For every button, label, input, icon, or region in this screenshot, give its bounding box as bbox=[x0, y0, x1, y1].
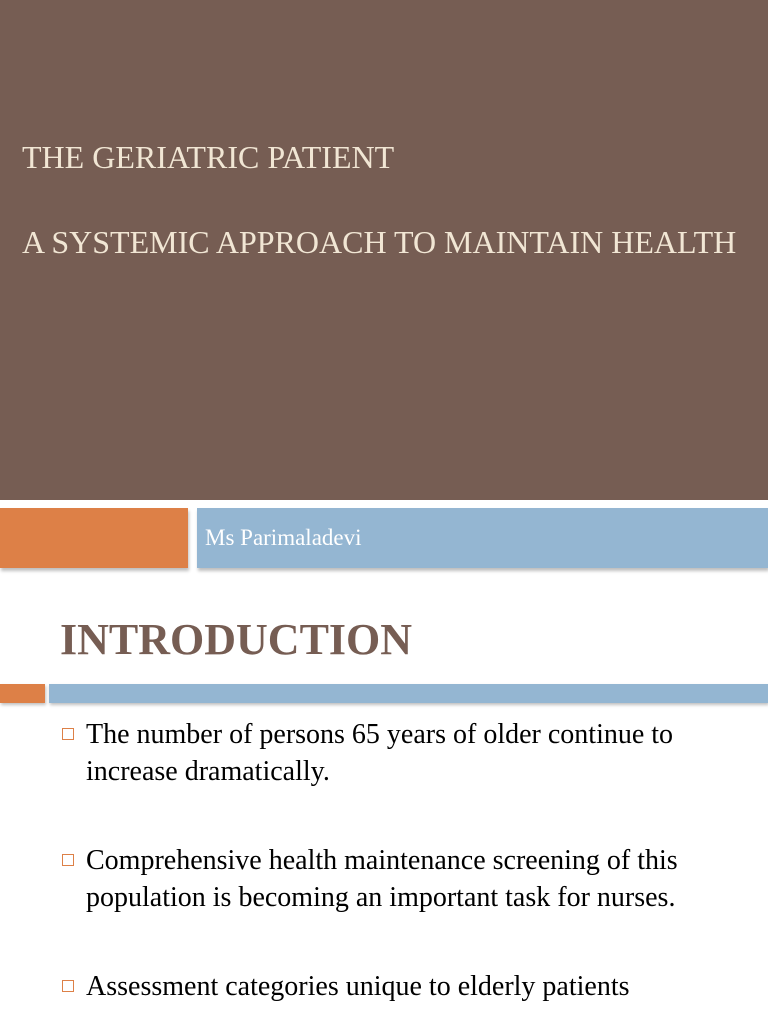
list-item bbox=[60, 842, 740, 916]
list-item bbox=[60, 716, 740, 790]
bullet-text: The number of persons 65 years of older continue to increase dramatically. bbox=[86, 719, 674, 787]
bullet-list bbox=[60, 716, 740, 1005]
heading-underline-orange bbox=[0, 684, 45, 703]
square-bullet-icon bbox=[62, 728, 74, 740]
bullet-text: Comprehensive health maintenance screening of this population is becoming an important task for nurses. bbox=[86, 845, 678, 913]
section-heading: INTRODUCTION bbox=[60, 615, 413, 664]
heading-underline-blue bbox=[49, 684, 768, 703]
author-bar bbox=[197, 508, 768, 568]
author-name: Ms Parimaladevi bbox=[205, 525, 362, 550]
slide-title bbox=[22, 136, 752, 264]
list-item bbox=[60, 968, 740, 1005]
title-line-1: THE GERIATRIC PATIENT bbox=[22, 139, 395, 175]
square-bullet-icon bbox=[62, 854, 74, 866]
square-bullet-icon bbox=[62, 980, 74, 992]
bullet-text: Assessment categories unique to elderly patients bbox=[86, 971, 630, 1002]
title-slide-panel bbox=[0, 0, 768, 500]
orange-accent-block bbox=[0, 508, 188, 568]
title-line-2: A SYSTEMIC APPROACH TO MAINTAIN HEALTH bbox=[22, 224, 737, 260]
